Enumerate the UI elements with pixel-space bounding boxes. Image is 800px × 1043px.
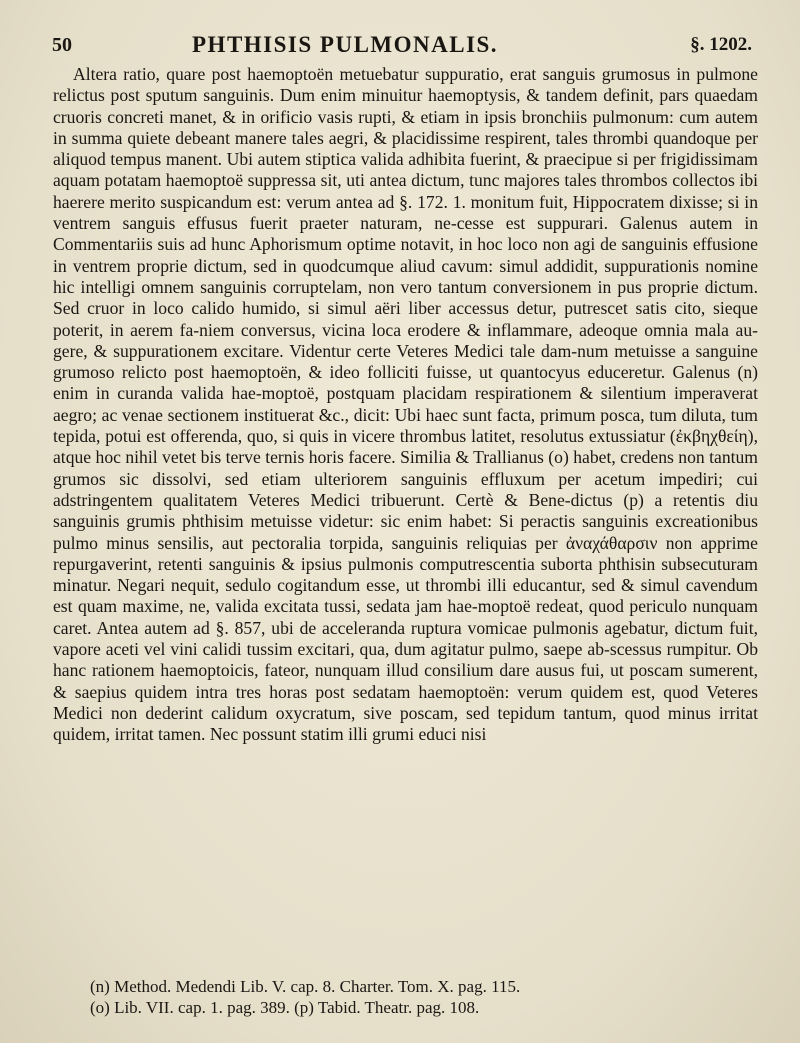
running-header bbox=[52, 30, 752, 60]
footnotes bbox=[90, 976, 750, 1018]
running-title: PHTHISIS PULMONALIS. bbox=[192, 32, 499, 57]
body-paragraph: Altera ratio, quare post haemoptoën metuebatur suppuratio, erat sanguis grumosus in pulmone relictus post sputum sanguinis. Dum enim minuitur haemoptysis, & tandem definit, pars quaedam cruoris concreti manet, & in orificio vasis rupti, & etiam in ipsis bronchiis pulmonum: cum autem in summa quiete debeant manere tales aegri, & placidissime respirent, tales thrombi quandoque per aliquod tempus manent. Ubi autem stiptica valida adhibita fuerint, & praecipue si per frigidissimam aquam potatam haemoptoë suppressa sit, uti antea dictum, tunc majores tales thrombos collectos ibi haerere merito suspicandum est: verum antea ad §. 172. 1. monitum fuit, Hippocratem dixisse; si in ventrem sanguis effusus fuerit praeter naturam, ne-cesse est suppurari. Galenus autem in Commentariis suis ad hunc Aphorismum optime notavit, in hoc loco non agi de sanguinis effusione in ventrem proprie dictum, sed in quodcumque aliud cavum: simul addidit, suppurationis nomine hic intelligi omnem sanguinis corruptelam, non vero tantum conversionem in pus proprie dictum. Sed cruor in loco calido humido, si simul aëri liber accessus detur, putrescet satis cito, sieque poterit, in aerem fa-niem conversus, vicina loca erodere & inflammare, adeoque omnia mala au-gere, & suppurationem excitare. Videntur certe Veteres Medici tale dam-num metuisse a sanguine grumoso relicto post haemoptoën, & ideo folliciti fuisse, ut quantocyus educeretur. Galenus (n) enim in curanda valida hae-moptoë, postquam placidam respirationem & silentium imperaverat aegro; ac venae sectionem instituerat &c., dicit: Ubi haec sunt facta, primum posca, tum diluta, tum tepida, potui est offerenda, quo, si quis in vicere thrombus latitet, resolutus extussiatur (ἐκβηχθείη), atque hoc nihil vetet bis terve ternis horis facere. Similia & Trallianus (o) habet, credens non tantum grumos sic dissolvi, sed etiam ulteriorem sanguinis effluxum per acetum impediri; cui adstringentem qualitatem Veteres Medici tribuerunt. Certè & Bene-dictus (p) a retentis diu sanguinis grumis phthisim metuisse videtur: sic enim habet: Si peractis sanguinis excreationibus pulmo minus sensilis, aut pectoralia torpida, sanguinis reliquias per ἀναχάθαρσιν non apprime repurgaverint, retenti sanguinis & ipsius pulmonis computrescentia suborta phthisin subsecuturam minatur. Negari nequit, sedulo cogitandum esse, ut thrombi illi educantur, sed & simul cavendum est quam maxime, ne, valida excitata tussi, sedata jam hae-moptoë redeat, quod periculo nunquam caret. Antea autem ad §. 857, ubi de acceleranda ruptura vomicae pulmonis agebatur, dictum fuit, vapore aceti vel vini calidi tussim excitari, qua, dum agitatur pulmo, saepe ab-scessus rumpitur. Ob hanc rationem haemoptoicis, fateor, nunquam illud consilium dare ausus fui, ut poscam sumerent, & saepius quidem intra tres horas post sedatam haemoptoën: verum quidem est, quod Veteres Medici non dederint calidum oxycratum, sive poscam, sed tepidum tantum, quod minus irritat quidem, irritat tamen. Nec possunt statim illi grumi educi nisi bbox=[53, 64, 758, 745]
page-number: 50 bbox=[52, 34, 72, 56]
footnote-n: (n) Method. Medendi Lib. V. cap. 8. Charter. Tom. X. pag. 115. bbox=[90, 977, 521, 996]
section-number: §. 1202. bbox=[690, 34, 752, 55]
main-text bbox=[53, 64, 758, 746]
footnote-o-p: (o) Lib. VII. cap. 1. pag. 389. (p) Tabid. Theatr. pag. 108. bbox=[90, 998, 480, 1017]
